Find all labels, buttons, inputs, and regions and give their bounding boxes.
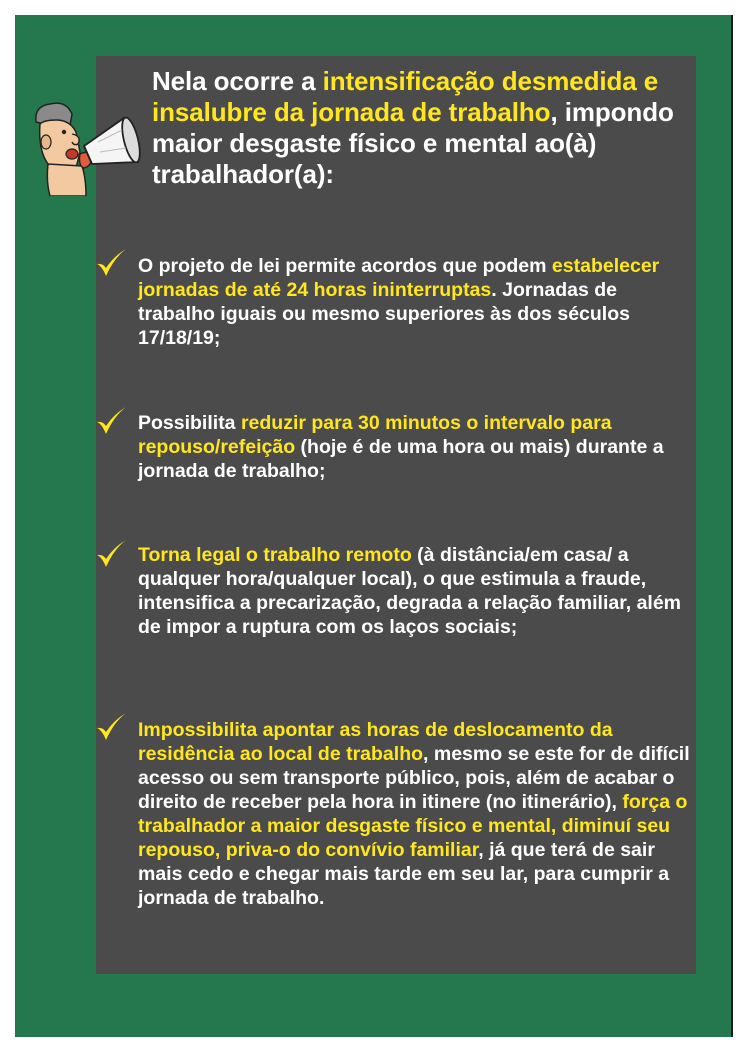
checkmark-icon xyxy=(94,246,128,280)
list-item xyxy=(138,718,698,910)
item-highlight: força o trabalhador a maior desgaste físico e mental, diminuí seu repouso, priva-o do convívio familiar xyxy=(138,791,688,861)
item-highlight: Torna legal o trabalho remoto xyxy=(138,544,412,566)
list-item xyxy=(138,411,698,483)
page-heading xyxy=(152,66,712,190)
item-text: (hoje é de uma hora ou mais) durante a jornada de trabalho; xyxy=(138,436,664,482)
list-item xyxy=(138,543,698,639)
list-item xyxy=(138,254,698,350)
megaphone-man-icon xyxy=(26,92,146,196)
item-highlight: reduzir para 30 minutos o intervalo para repouso/refeição xyxy=(138,412,612,458)
heading-highlight: intensificação desmedida e insalubre da jornada de trabalho xyxy=(152,66,659,127)
item-text: . Jornadas de trabalho iguais ou mesmo superiores às dos séculos 17/18/19; xyxy=(138,279,630,349)
checkmark-icon xyxy=(94,710,128,744)
item-highlight: Impossibilita apontar as horas de deslocamento da residência ao local de trabalho xyxy=(138,719,613,765)
item-text: (à distância/em casa/ a qualquer hora/qualquer local), o que estimula a fraude, intensifica a precarização, degrada a relação familiar, além de impor a ruptura com os laços sociais; xyxy=(138,544,682,638)
item-text: Possibilita xyxy=(138,412,241,434)
item-text: , já que terá de sair mais cedo e chegar mais tarde em seu lar, para cumprir a jornada de trabalho. xyxy=(138,839,670,909)
item-text: , mesmo se este for de difícil acesso ou sem transporte público, pois, além de acabar o direito de receber pela hora in itinere (no itinerário), xyxy=(138,743,690,813)
heading-text-2: , impondo maior desgaste físico e mental ao(à) trabalhador(a): xyxy=(152,97,674,189)
heading-text-1: Nela ocorre a xyxy=(152,66,323,96)
checkmark-icon xyxy=(94,404,128,438)
checkmark-icon xyxy=(94,537,128,571)
item-text: O projeto de lei permite acordos que podem xyxy=(138,255,552,277)
item-highlight: estabelecer jornadas de até 24 horas ininterruptas xyxy=(138,255,660,301)
